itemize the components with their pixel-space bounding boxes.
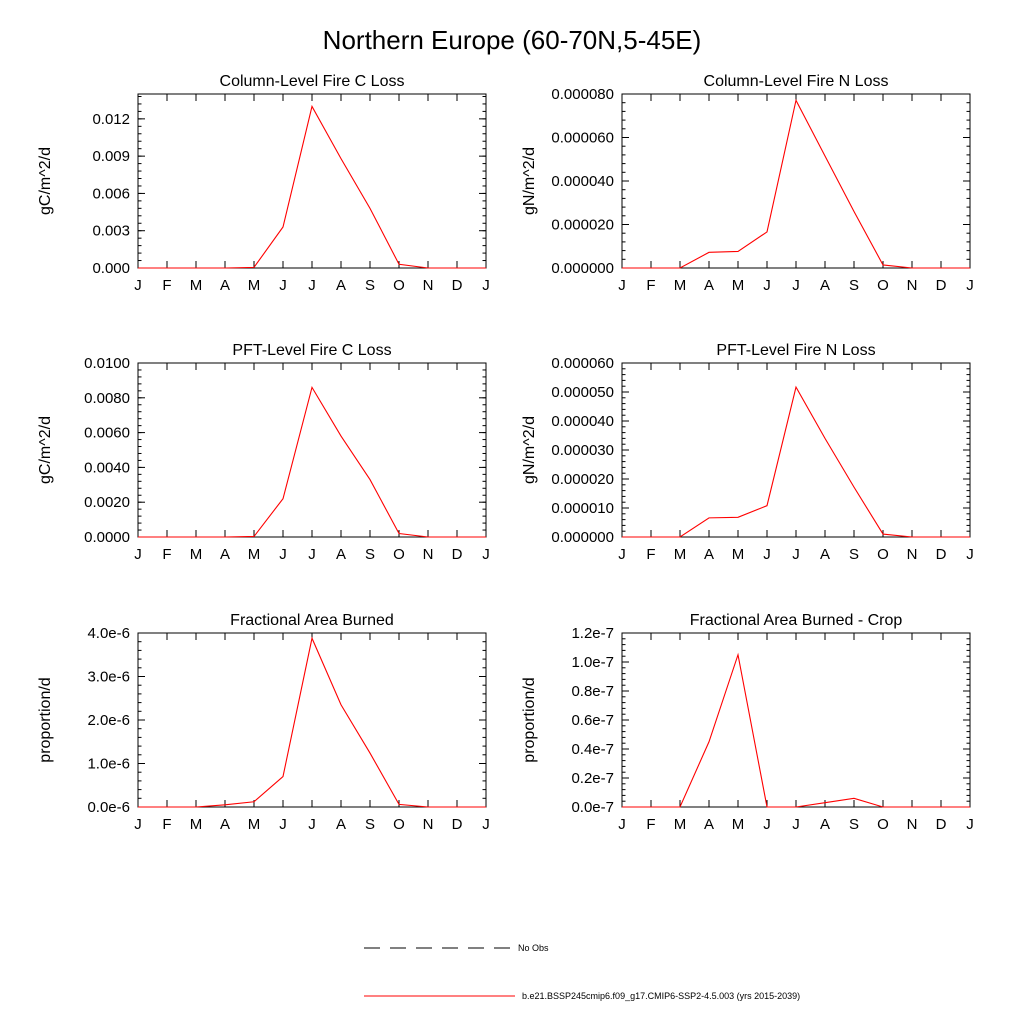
x-tick-label: J xyxy=(308,816,316,833)
x-tick-label: N xyxy=(422,277,434,294)
x-tick-label: M xyxy=(189,277,203,294)
y-axis-label: proportion/d xyxy=(37,677,54,763)
y-tick-label: 0.000030 xyxy=(551,442,614,459)
x-tick-label: D xyxy=(935,816,947,833)
x-tick-label: A xyxy=(219,816,231,833)
series-line xyxy=(138,638,486,807)
y-tick-label: 0.0000 xyxy=(84,529,130,546)
x-tick-label: F xyxy=(646,277,656,294)
x-tick-label: J xyxy=(618,277,626,294)
x-tick-label: J xyxy=(134,816,142,833)
y-tick-label: 0.000040 xyxy=(551,413,614,430)
x-tick-label: O xyxy=(393,277,405,294)
x-tick-label: F xyxy=(162,277,172,294)
x-tick-label: M xyxy=(189,816,203,833)
x-tick-label: M xyxy=(731,277,745,294)
x-tick-label: N xyxy=(906,816,918,833)
x-tick-label: J xyxy=(966,816,974,833)
x-tick-label: D xyxy=(935,546,947,563)
x-tick-label: A xyxy=(335,546,347,563)
y-tick-label: 0.000020 xyxy=(551,216,614,234)
y-tick-label: 0.6e-7 xyxy=(571,712,614,729)
chart-title: PFT-Level Fire N Loss xyxy=(716,342,876,359)
page-title: Northern Europe (60-70N,5-45E) xyxy=(322,25,702,55)
y-tick-label: 0.012 xyxy=(92,110,130,128)
x-tick-label: A xyxy=(703,816,715,833)
y-tick-label: 0.2e-7 xyxy=(571,770,614,787)
plot-frame xyxy=(138,94,486,268)
chart-title: Fractional Area Burned - Crop xyxy=(689,612,903,629)
y-tick-label: 4.0e-6 xyxy=(87,625,130,642)
x-tick-label: J xyxy=(763,546,771,563)
x-tick-label: J xyxy=(134,277,142,294)
x-tick-label: O xyxy=(877,277,889,294)
y-tick-label: 0.000020 xyxy=(551,471,614,488)
x-tick-label: J xyxy=(308,546,316,563)
x-tick-label: O xyxy=(393,816,405,833)
x-tick-label: A xyxy=(335,816,347,833)
x-tick-label: F xyxy=(162,816,172,833)
x-tick-label: D xyxy=(451,277,463,294)
y-tick-label: 0.0020 xyxy=(84,494,130,512)
y-tick-label: 0.009 xyxy=(92,148,130,166)
x-tick-label: J xyxy=(482,816,490,833)
x-tick-label: J xyxy=(279,277,287,294)
series-line xyxy=(138,387,486,537)
y-tick-label: 0.0e-7 xyxy=(571,799,614,816)
y-tick-label: 0.006 xyxy=(92,185,130,203)
x-tick-label: F xyxy=(646,816,656,833)
y-tick-label: 3.0e-6 xyxy=(87,668,130,686)
x-tick-label: M xyxy=(247,277,261,294)
y-axis-label: gC/m^2/d xyxy=(37,147,54,215)
x-tick-label: M xyxy=(673,816,687,833)
x-tick-label: F xyxy=(162,546,172,563)
y-tick-label: 0.000080 xyxy=(551,86,614,103)
legend-obs-label: No Obs xyxy=(518,943,549,953)
x-tick-label: S xyxy=(848,546,860,563)
y-tick-label: 0.000060 xyxy=(551,355,614,372)
y-tick-label: 0.000060 xyxy=(551,129,614,147)
chart-panel-3 xyxy=(37,342,490,563)
plot-frame xyxy=(622,633,970,807)
x-tick-label: J xyxy=(792,816,800,833)
chart-title: Fractional Area Burned xyxy=(230,612,394,629)
x-tick-label: N xyxy=(422,546,434,563)
y-tick-label: 0.000000 xyxy=(551,260,614,277)
x-tick-label: S xyxy=(848,816,860,833)
x-tick-label: A xyxy=(819,816,831,833)
x-tick-label: M xyxy=(247,546,261,563)
panels xyxy=(37,73,974,833)
x-tick-label: A xyxy=(335,277,347,294)
chart-title: Column-Level Fire C Loss xyxy=(219,73,405,90)
y-tick-label: 0.0e-6 xyxy=(87,799,130,816)
x-tick-label: S xyxy=(364,546,376,563)
y-tick-label: 0.0040 xyxy=(84,459,130,477)
x-tick-label: A xyxy=(703,546,715,563)
x-tick-label: J xyxy=(618,816,626,833)
x-tick-label: S xyxy=(848,277,860,294)
x-tick-label: J xyxy=(792,277,800,294)
y-tick-label: 1.2e-7 xyxy=(571,625,614,642)
x-tick-label: O xyxy=(877,816,889,833)
x-tick-label: F xyxy=(646,546,656,563)
y-axis-label: proportion/d xyxy=(521,677,538,763)
y-tick-label: 0.000040 xyxy=(551,173,614,190)
y-tick-label: 0.000000 xyxy=(551,529,614,546)
chart-panel-5 xyxy=(37,612,490,833)
x-tick-label: A xyxy=(703,277,715,294)
series-line xyxy=(622,655,970,807)
plot-frame xyxy=(622,94,970,268)
y-axis-label: gC/m^2/d xyxy=(37,416,54,484)
x-tick-label: A xyxy=(219,546,231,563)
plot-frame xyxy=(138,633,486,807)
y-tick-label: 0.0100 xyxy=(84,355,130,372)
x-tick-label: J xyxy=(308,277,316,294)
y-tick-label: 0.000050 xyxy=(551,384,614,401)
x-tick-label: J xyxy=(966,546,974,563)
series-line xyxy=(138,106,486,268)
legend-model-label: b.e21.BSSP245cmip6.f09_g17.CMIP6-SSP2-4.5.003 (yrs 2015-2039) xyxy=(522,991,801,1001)
legend xyxy=(364,943,800,1001)
x-tick-label: M xyxy=(247,816,261,833)
chart-title: PFT-Level Fire C Loss xyxy=(232,342,392,359)
x-tick-label: S xyxy=(364,277,376,294)
x-tick-label: J xyxy=(279,816,287,833)
x-tick-label: J xyxy=(792,546,800,563)
x-tick-label: A xyxy=(219,277,231,294)
chart-title: Column-Level Fire N Loss xyxy=(703,73,889,90)
x-tick-label: J xyxy=(279,546,287,563)
series-line xyxy=(622,100,970,268)
series-line xyxy=(622,387,970,537)
y-tick-label: 2.0e-6 xyxy=(87,712,130,729)
chart-panel-2 xyxy=(521,73,974,294)
x-tick-label: M xyxy=(731,546,745,563)
x-tick-label: O xyxy=(393,546,405,563)
x-tick-label: M xyxy=(673,277,687,294)
y-tick-label: 0.8e-7 xyxy=(571,683,614,700)
y-tick-label: 0.4e-7 xyxy=(571,741,614,758)
x-tick-label: J xyxy=(763,816,771,833)
x-tick-label: J xyxy=(763,277,771,294)
x-tick-label: J xyxy=(618,546,626,563)
y-tick-label: 1.0e-7 xyxy=(571,654,614,671)
x-tick-label: N xyxy=(906,546,918,563)
x-tick-label: D xyxy=(935,277,947,294)
y-tick-label: 1.0e-6 xyxy=(87,755,130,773)
x-tick-label: J xyxy=(966,277,974,294)
y-tick-label: 0.003 xyxy=(92,222,130,240)
x-tick-label: M xyxy=(189,546,203,563)
x-tick-label: A xyxy=(819,277,831,294)
x-tick-label: A xyxy=(819,546,831,563)
x-tick-label: M xyxy=(731,816,745,833)
y-axis-label: gN/m^2/d xyxy=(521,416,538,484)
y-tick-label: 0.000010 xyxy=(551,500,614,517)
chart-panel-4 xyxy=(521,342,974,563)
chart-panel-1 xyxy=(37,73,490,294)
y-tick-label: 0.0060 xyxy=(84,424,130,442)
x-tick-label: D xyxy=(451,816,463,833)
x-tick-label: N xyxy=(906,277,918,294)
chart-panel-6 xyxy=(521,612,974,833)
x-tick-label: O xyxy=(877,546,889,563)
x-tick-label: J xyxy=(134,546,142,563)
y-tick-label: 0.000 xyxy=(92,260,130,277)
x-tick-label: M xyxy=(673,546,687,563)
x-tick-label: S xyxy=(364,816,376,833)
x-tick-label: N xyxy=(422,816,434,833)
y-tick-label: 0.0080 xyxy=(84,389,130,407)
x-tick-label: J xyxy=(482,546,490,563)
x-tick-label: J xyxy=(482,277,490,294)
x-tick-label: D xyxy=(451,546,463,563)
y-axis-label: gN/m^2/d xyxy=(521,147,538,215)
